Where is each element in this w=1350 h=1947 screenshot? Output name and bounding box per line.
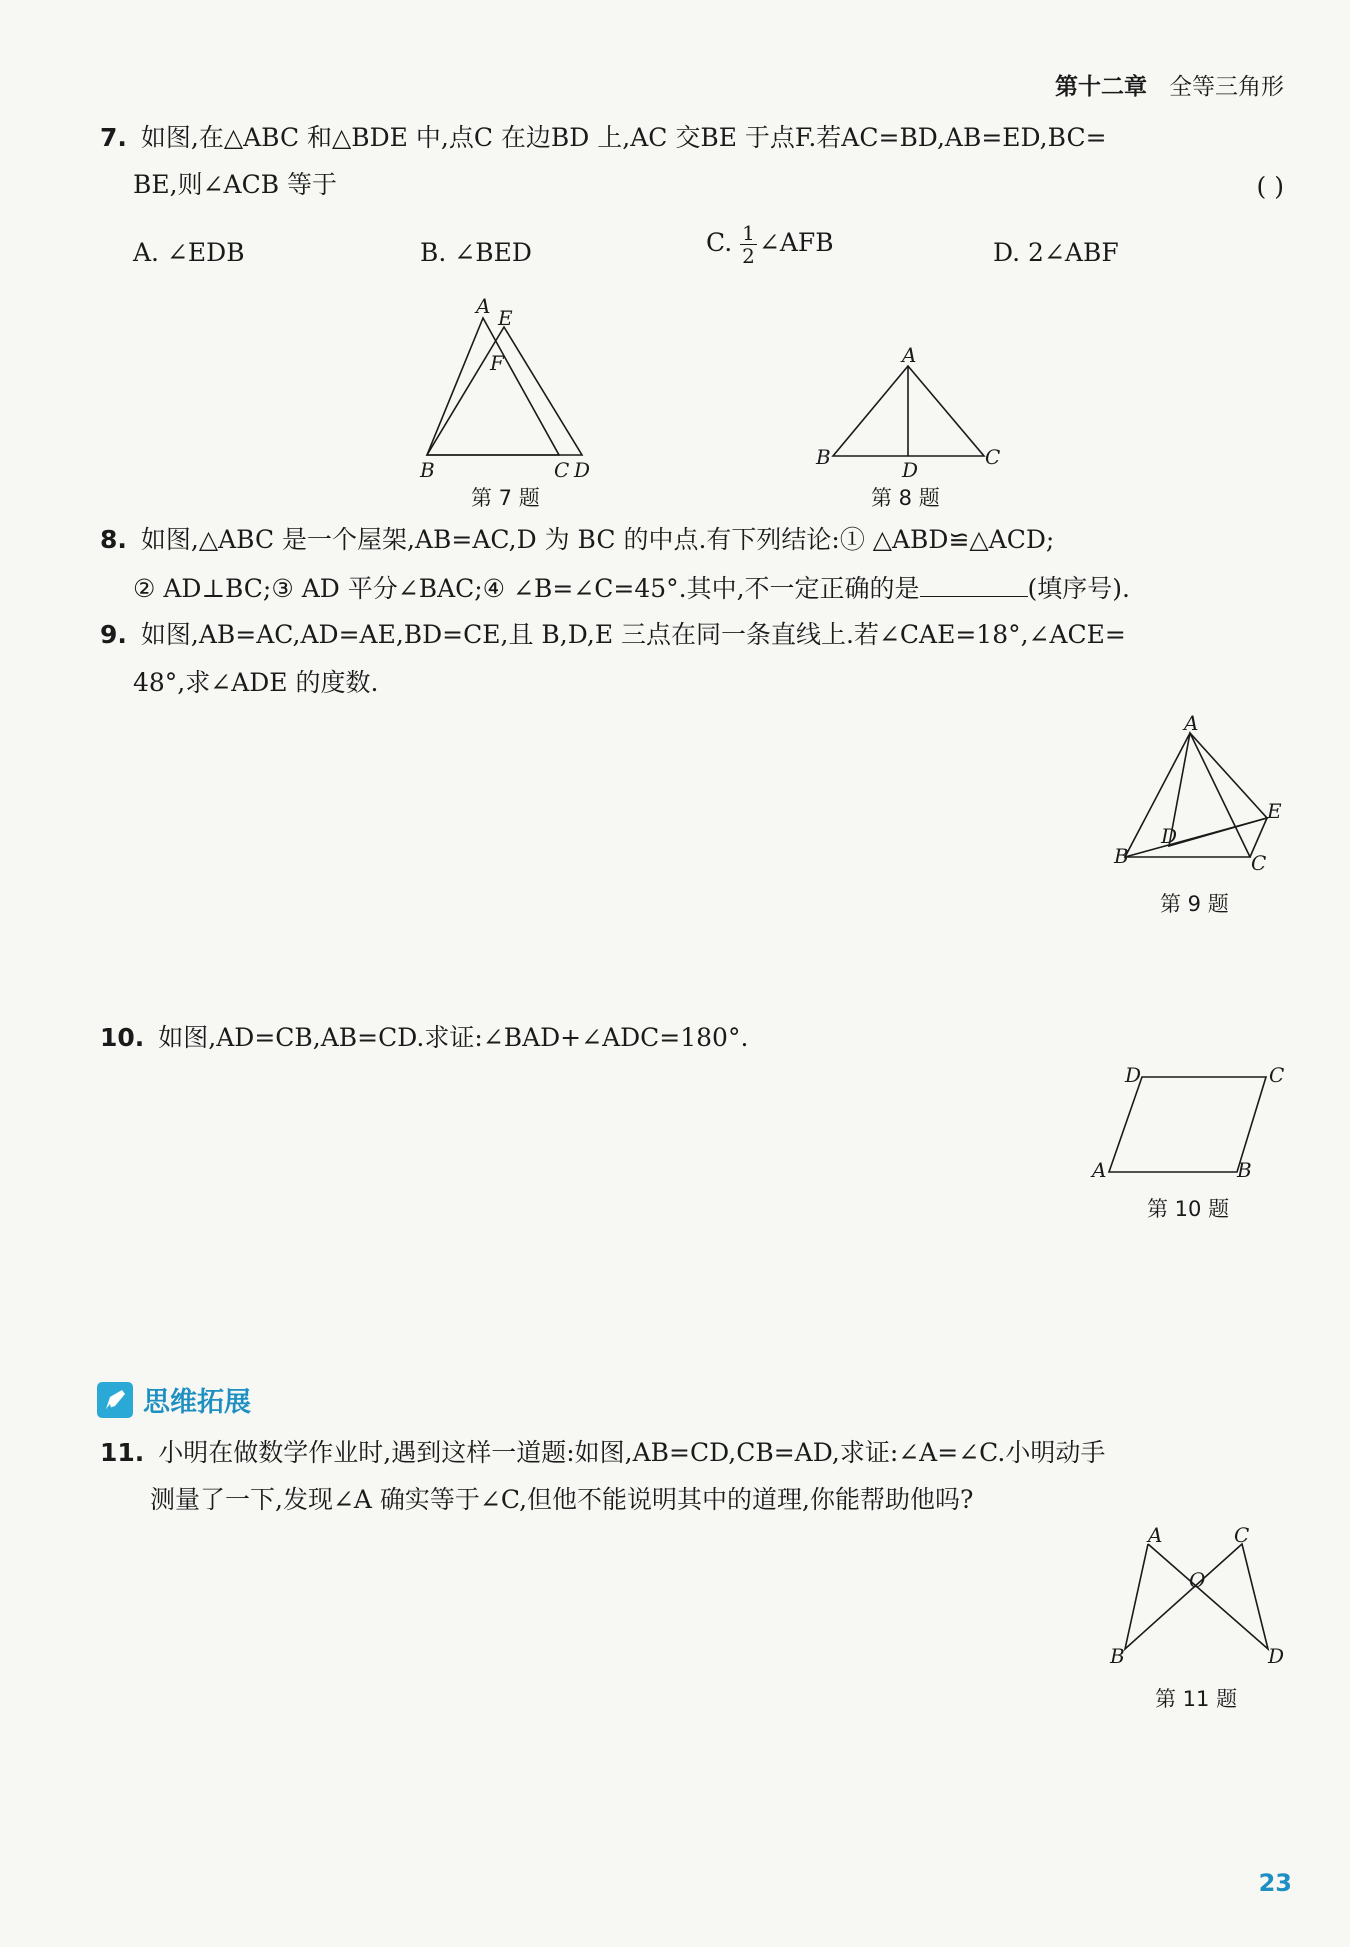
q11-label-c: C xyxy=(1234,1523,1250,1547)
q11-label-d: D xyxy=(1268,1644,1285,1668)
q7-option-c-prefix: C. xyxy=(706,228,733,257)
q11-line2 xyxy=(150,1487,973,1512)
q7-option-c-suffix: ∠AFB xyxy=(758,228,834,257)
q10-caption: 第 10 题 xyxy=(1147,1197,1230,1221)
q7-line2 xyxy=(133,172,337,197)
q7-label-a: A xyxy=(476,295,491,318)
q11-figure xyxy=(1100,1520,1290,1675)
q7-option-c xyxy=(706,222,834,267)
q8-text-1: 如图,△ABC 是一个屋架,AB=AC,D 为 BC 的中点.有下列结论:① △ABD≌△ACD; xyxy=(140,525,1055,554)
q9-text-1: 如图,AB=AC,AD=AE,BD=CE,且 B,D,E 三点在同一条直线上.若∠CAE=18°,∠ACE= xyxy=(140,620,1126,649)
q8-text-2a: ② AD⊥BC;③ AD 平分∠BAC;④ ∠B=∠C=45°.其中,不一定正确的是 xyxy=(133,574,920,603)
q10-line1 xyxy=(100,1025,748,1050)
q11-text-2: 测量了一下,发现∠A 确实等于∠C,但他不能说明其中的道理,你能帮助他吗? xyxy=(150,1485,974,1514)
q8-label-a: A xyxy=(902,343,917,367)
q7-label-c: C xyxy=(554,458,570,482)
q9-line-bde xyxy=(1125,818,1267,857)
q9-label-d: D xyxy=(1161,824,1178,848)
q8-label-d: D xyxy=(902,458,919,480)
section-header xyxy=(97,1380,251,1419)
section-icon xyxy=(97,1382,133,1418)
q10-figure xyxy=(1085,1060,1295,1190)
q11-text-1: 小明在做数学作业时,遇到这样一道题:如图,AB=CD,CB=AD,求证:∠A=∠C.小明动手 xyxy=(158,1438,1106,1467)
q11-bowtie xyxy=(1125,1544,1268,1649)
q11-caption: 第 11 题 xyxy=(1155,1687,1238,1711)
q7-answer-paren: ( ) xyxy=(1256,172,1284,201)
q9-triangle-abc xyxy=(1125,733,1250,857)
q8-answer-blank[interactable] xyxy=(920,574,1028,597)
q8-line1 xyxy=(100,527,1054,552)
q7-caption: 第 7 题 xyxy=(471,486,540,510)
q7-option-b: B. ∠BED xyxy=(420,238,532,267)
page-number: 23 xyxy=(1258,1869,1292,1897)
q8-label-b: B xyxy=(816,445,831,469)
q10-label-c: C xyxy=(1269,1063,1285,1087)
q8-number: 8. xyxy=(100,525,127,554)
q8-text-2b: (填序号). xyxy=(1027,574,1131,603)
q7-label-e: E xyxy=(498,306,513,330)
q10-text-1: 如图,AD=CB,AB=CD.求证:∠BAD+∠ADC=180°. xyxy=(158,1023,749,1052)
q7-option-c-fraction xyxy=(740,222,757,267)
q7-triangle-bde xyxy=(427,327,582,455)
q8-figure xyxy=(810,340,1010,480)
q7-triangle-abc xyxy=(427,318,559,455)
q7-number: 7. xyxy=(100,123,127,152)
q9-label-a: A xyxy=(1184,711,1199,735)
q7-text-1: 如图,在△ABC 和△BDE 中,点C 在边BD 上,AC 交BE 于点F.若AC=BD,AB=ED,BC= xyxy=(140,123,1107,152)
q9-text-2: 48°,求∠ADE 的度数. xyxy=(133,668,379,697)
q10-label-a: A xyxy=(1092,1158,1107,1182)
q10-label-d: D xyxy=(1125,1063,1142,1087)
q7-label-d: D xyxy=(574,458,591,482)
q11-number: 11. xyxy=(100,1438,145,1467)
q7-figure xyxy=(410,295,610,485)
q11-line1 xyxy=(100,1440,1105,1465)
pencil-icon xyxy=(97,1382,133,1418)
q7-label-b: B xyxy=(420,458,435,482)
q7-text-2: BE,则∠ACB 等于 xyxy=(133,170,338,199)
q10-number: 10. xyxy=(100,1023,145,1052)
q9-line2 xyxy=(133,670,378,695)
q11-label-b: B xyxy=(1110,1644,1125,1668)
q9-figure xyxy=(1105,710,1295,885)
q11-label-o: O xyxy=(1189,1568,1206,1592)
chapter-header xyxy=(1055,68,1284,101)
q8-line2 xyxy=(133,574,1130,601)
q9-label-c: C xyxy=(1251,851,1267,875)
q9-label-e: E xyxy=(1267,799,1282,823)
q9-label-b: B xyxy=(1114,844,1129,868)
q9-number: 9. xyxy=(100,620,127,649)
chapter-title: 全等三角形 xyxy=(1169,74,1284,100)
q8-caption: 第 8 题 xyxy=(871,486,940,510)
q7-option-d: D. 2∠ABF xyxy=(993,238,1119,267)
q10-label-b: B xyxy=(1237,1158,1252,1182)
q11-label-a: A xyxy=(1148,1523,1163,1547)
q7-label-f: F xyxy=(490,351,504,375)
q7-option-c-denominator: 2 xyxy=(742,244,755,268)
section-title: 思维拓展 xyxy=(143,1387,251,1418)
chapter-number: 第十二章 xyxy=(1055,74,1147,100)
q9-line1 xyxy=(100,622,1126,647)
q7-option-a: A. ∠EDB xyxy=(133,238,245,267)
q7-line1 xyxy=(100,125,1107,150)
q7-option-c-numerator: 1 xyxy=(742,221,755,245)
q9-caption: 第 9 题 xyxy=(1160,892,1229,916)
q8-label-c: C xyxy=(985,445,1001,469)
